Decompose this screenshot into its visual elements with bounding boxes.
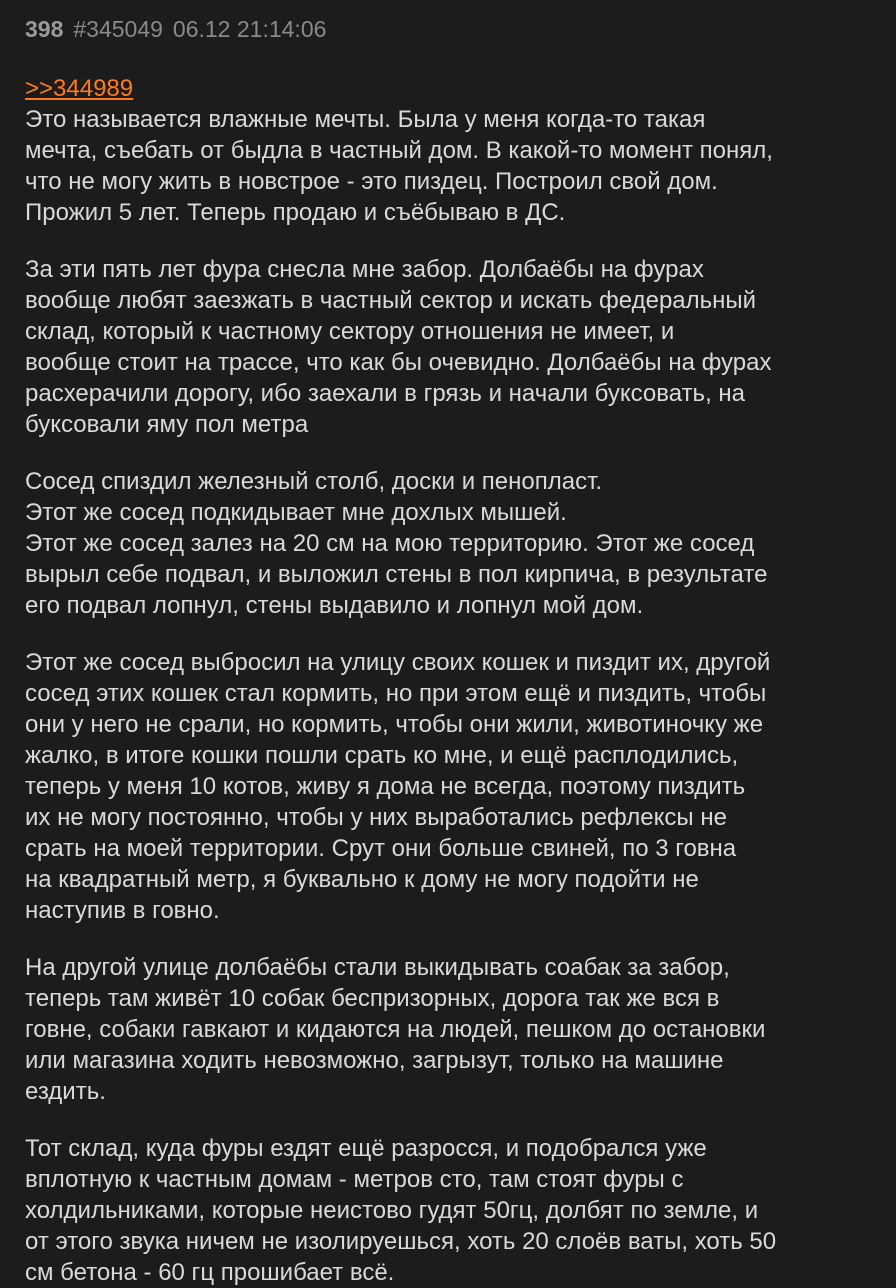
post-id-link[interactable]: #345049 bbox=[73, 16, 163, 42]
post-paragraph: На другой улице долбаёбы стали выкидывать соабак за забор, теперь там живёт 10 собак беспризорных, дорога так же вся в говне, собаки гавкают и кидаются на людей, пешком до остановки или магазина ходить невозможно, загрызут, только на машине ездить. bbox=[25, 954, 766, 1105]
post-paragraph: За эти пять лет фура снесла мне забор. Долбаёбы на фурах вообще любят заезжать в частный сектор и искать федеральный склад, который к частному сектору отношения не имеет, и вообще стоит на трассе, что как бы очевидно. Долбаёбы на фурах расхерачили дорогу, ибо заехали в грязь и начали буксовать, на буксовали яму пол метра bbox=[25, 256, 772, 438]
reply-link[interactable]: >>344989 bbox=[25, 75, 134, 102]
post-body bbox=[25, 73, 875, 1288]
post-paragraph: Тот склад, куда фуры ездят ещё разросся, и подобрался уже вплотную к частным домам - метров сто, там стоят фуры с холдильниками, которые неистово гудят 50гц, долбят по земле, и от этого звука ничем не изолируешься, хоть 20 слоёв ваты, хоть 50 см бетона - 60 гц прошибает всё. bbox=[25, 1135, 777, 1286]
post-header bbox=[25, 14, 875, 44]
post-paragraph: Этот же сосед выбросил на улицу своих кошек и пиздит их, другой сосед этих кошек стал кормить, но при этом ещё и пиздить, чтобы они у него не срали, но кормить, чтобы они жили, животиночку же жалко, в итоге кошки пошли срать ко мне, и ещё расплодились, теперь у меня 10 котов, живу я дома не всегда, поэтому пиздить их не могу постоянно, чтобы у них выработались рефлексы не срать на моей территории. Срут они больше свиней, по 3 говна на квадратный метр, я буквально к дому не могу подойти не наступив в говно. bbox=[25, 649, 771, 924]
post-datetime: 06.12 21:14:06 bbox=[172, 16, 327, 42]
post bbox=[25, 14, 875, 1288]
post-paragraph: Сосед спиздил железный столб, доски и пенопласт. Этот же сосед подкидывает мне дохлых мышей. Этот же сосед залез на 20 см на мою территорию. Этот же сосед вырыл себе подвал, и выложил стены в пол кирпича, в результате его подвал лопнул, стены выдавило и лопнул мой дом. bbox=[25, 468, 768, 619]
post-paragraph: Это называется влажные мечты. Была у меня когда-то такая мечта, съебать от быдла в частный дом. В какой-то момент понял, что не могу жить в новстрое - это пиздец. Построил свой дом. Прожил 5 лет. Теперь продаю и съёбываю в ДС. bbox=[25, 106, 773, 226]
post-index: 398 bbox=[25, 16, 64, 42]
